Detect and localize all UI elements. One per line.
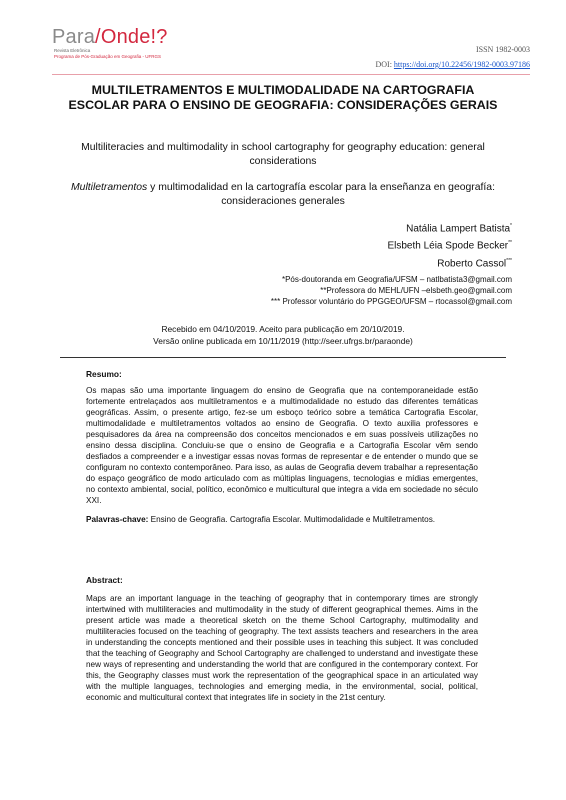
author <box>387 236 512 253</box>
resumo-section <box>86 369 478 525</box>
title-es-italic: Multiletramentos <box>71 182 148 193</box>
received-date: Recebido em 04/10/2019. Aceito para publicação em 20/10/2019. <box>161 324 405 334</box>
logo-slash: / <box>95 26 101 48</box>
issn: ISSN 1982-0003 <box>475 45 530 54</box>
journal-logo <box>52 26 202 74</box>
resumo-heading: Resumo: <box>86 369 122 379</box>
author-mark: * <box>510 223 512 229</box>
article-title: MULTILETRAMENTOS E MULTIMODALIDADE NA CARTOGRAFIA ESCOLAR PARA O ENSINO DE GEOGRAFIA: CONSIDERAÇÕES GERAIS <box>68 83 498 112</box>
logo-onde: Onde!? <box>100 26 168 48</box>
author <box>387 254 512 271</box>
keywords-text: Ensino de Geografia. Cartografia Escolar. Multimodalidade e Multiletramentos. <box>148 515 436 524</box>
affiliation: *Pós-doutoranda em Geografia/UFSM – natlbatista3@gmail.com <box>281 275 512 284</box>
publication-dates <box>60 323 506 347</box>
affiliation: *** Professor voluntário do PPGGEO/UFSM – rtocassol@gmail.com <box>270 297 512 306</box>
article-title-english: Multiliteracies and multimodality in school cartography for geography education: general considerations <box>81 142 485 167</box>
abstract-section <box>86 575 478 703</box>
article-title-spanish <box>60 181 506 208</box>
logo-para: Para <box>52 26 96 48</box>
doi <box>375 60 530 69</box>
logo-wordmark <box>52 26 202 48</box>
author-list <box>387 219 512 271</box>
online-date: Versão online publicada em 10/11/2019 (http://seer.ufrgs.br/paraonde) <box>153 336 413 346</box>
affiliation: **Professora do MEHL/UFN –elsbeth.geo@gmail.com <box>320 286 512 295</box>
abstract-heading: Abstract: <box>86 575 123 585</box>
author-name: Elsbeth Léia Spode Becker <box>387 240 509 252</box>
keywords-label: Palavras-chave: <box>86 515 149 524</box>
author-mark: *** <box>506 257 512 264</box>
author-name: Roberto Cassol <box>437 257 507 269</box>
keywords <box>86 514 478 525</box>
header-divider <box>52 74 530 75</box>
affiliations <box>271 274 512 307</box>
abstract-text: Maps are an important language in the teaching of geography that in contemporary times are strongly intertwined with multiliteracies and multimodality in the study of different geographical themes. Aims in the present article was made a theoretical sketch on the theme School Cartography, multimodality and multiliteracies focused on the teaching of geography. The text assists teachers and researchers in the area in understanding the concepts mentioned and their possible uses in teaching this subject. It was concluded that the teaching of Geography and School Cartography are challenged to understand and investigate these new ways of representing and understanding the world that are configured in the contemporary context. For this, the Geography classes must work the representation of the geographical space in an articulated way with the multiple languages, technologies and emerging media, in the environmental, social, political, economic and multicultural context that integrates life in society in the 21st century. <box>86 594 478 702</box>
author-mark: ** <box>508 240 512 247</box>
logo-subtitle: Revista Eletrônica <box>54 48 91 53</box>
author <box>387 219 512 236</box>
author-name: Natália Lampert Batista <box>406 223 511 235</box>
resumo-text: Os mapas são uma importante linguagem do ensino de Geografia que na contemporaneidade estão fortemente entrelaçados aos multiletramentos e a multimodalidade no estudo das diferentes temáticas geográficas. Assim, o presente artigo, fez-se um esboço teórico sobre a temática Cartografia Escolar, multimodalidade e multiletramentos voltados ao ensino de Geografia. O texto auxilia professores e pesquisadores da área na compreensão dos conceitos mencionados e em suas possíveis utilizações no ensino dessa disciplina. Concluiu-se que o ensino de Geografia e a Cartografia Escolar vêm sendo desfiados a compreender e a investigar essas novas formas de representar e de entender o mundo que se configuram no contexto contemporâneo. Para isso, as aulas de Geografia devem trabalhar a representação do espaço geográfico de modo articulado com as múltiplas linguagens, tecnologias e mídias emergentes, no contexto ambiental, social, político, econômico e multicultural que integra a vida em sociedade no século XXI. <box>86 386 478 505</box>
title-es-rest: y multimodalidad en la cartografía escolar para la enseñanza en geografía: consideraciones generales <box>147 182 495 207</box>
logo-program: Programa de Pós-Graduação em Geografia - UFRGS <box>54 54 162 59</box>
section-divider <box>60 357 506 358</box>
doi-link[interactable]: https://doi.org/10.22456/1982-0003.97186 <box>393 60 530 69</box>
doi-label: DOI: <box>375 60 392 69</box>
